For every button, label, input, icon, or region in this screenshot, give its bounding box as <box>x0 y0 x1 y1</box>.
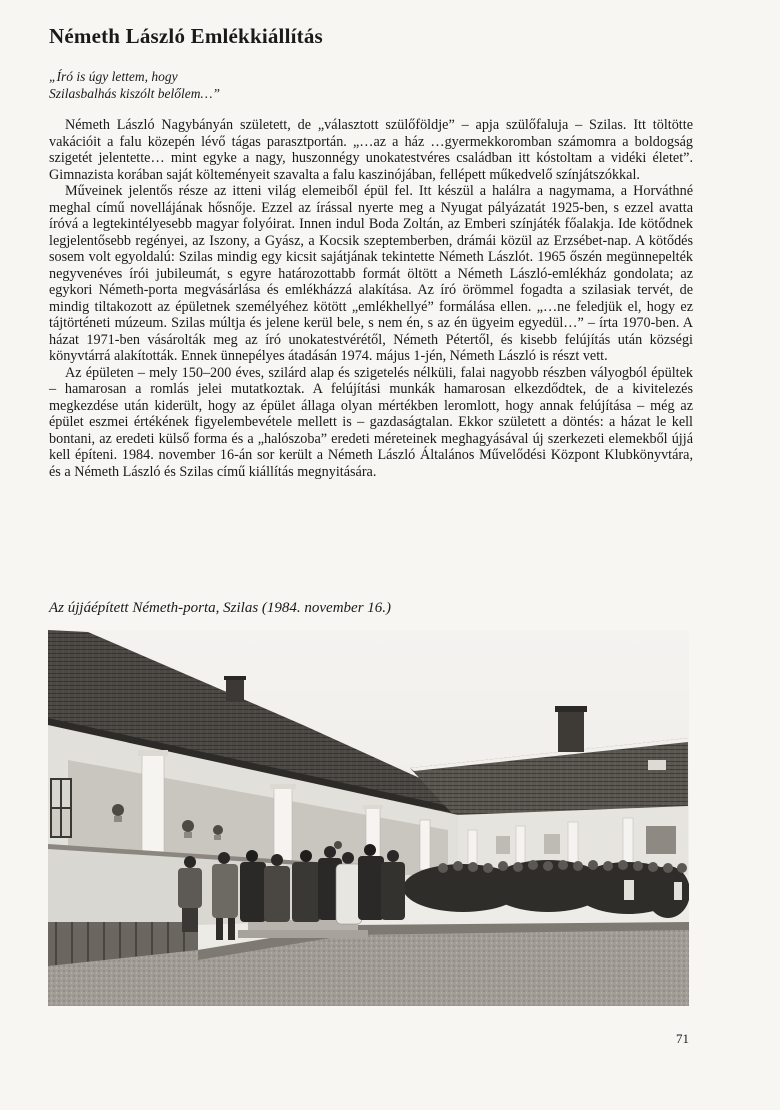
epigraph <box>49 68 220 102</box>
house-photograph <box>48 630 689 1006</box>
article-title: Németh László Emlékkiállítás <box>49 24 323 48</box>
photo-caption: Az újjáépített Németh-porta, Szilas (1984. november 16.) <box>49 600 392 616</box>
body-paragraph: Műveinek jelentős része az itteni világ elemeiből épül fel. Itt készül a halálra a nagymama, a Horváthné meghal című novellájának hősnője. Ezzel az írással nyerte meg a Nyugat pályázatát 1925-ben, s ezzel avatta íróvá a legtekintélyesebb magyar folyóirat. Innen indul Boda Zoltán, az Emberi színjáték főalakja. Ide kötődnek legjelentősebb regényei, az Iszony, a Gyász, a Kocsik szeptemberben, drámái közül az Erzsébet-nap. A kötődés sosem volt egyoldalú: Szilas mindig egy kicsit sajátjának tekintette Németh Lászlót. 1965 őszén megünnepelték negyvenéves írói jubileumát, s egyre határozottabb formát öltött a Németh László-emlékház gondolata; az egykori Németh-porta megvásárlása és emlékházzá alakítása. Az író örömmel fogadta a szilasiak tervét, de mindig tiltakozott az épületnek személyéhez kötött „emlékhellyé” formálása ellen. „…ne feledjük el, hogy ez tájtörténeti múzeum. Szilas múltja és jelene kerül bele, s nem én, s az én ügyeim egyedül…” – írta 1970-ben. A házat 1971-ben vásárolták meg az író unokatestvérétől, Németh Pétertől, és kisebb felújítás után községi könyvtárrá alakították. Ennek ünnepélyes átadásán 1974. május 1-jén, Németh László is részt vett. <box>49 183 693 364</box>
body-paragraph: Németh László Nagybányán született, de „választott szülőföldje” – apja szülőfaluja – Szilas. Itt töltötte vakációit a falu közepén lévő tágas parasztportán. „…az a ház …gyermekkoromban számomra a boldogság szigetét jelentette… mint egyke a nagy, huszonnégy unokatestvéres családban itt kóstoltam a vidéki életet”. Gimnazista korában saját költeményeit szavalta a falu kaszinójában, fellépett műkedvelő színjátszókkal. <box>49 117 693 183</box>
epigraph-line: Szilasbalhás kiszólt belőlem…” <box>49 86 221 101</box>
page-number: 71 <box>676 1031 689 1046</box>
photo-illustration <box>48 630 689 1006</box>
epigraph-line: „Író is úgy lettem, hogy <box>49 69 178 84</box>
article-body <box>49 117 693 480</box>
body-paragraph: Az épületen – mely 150–200 éves, szilárd alap és szigetelés nélküli, falai nagyobb részben vályogból épültek – hamarosan a romlás jelei mutatkoztak. A felújítási munkák hamarosan elkezdődtek, de a kivitelezés megkezdése után kiderült, hogy az épület állaga olyan mértékben leromlott, hogy annak felújítása – még az épület eszmei értékének figyelembevétele mellett is – gazdaságtalan. Ekkor született a döntés: a házat le kell bontani, az eredeti külső forma és a „halószoba” eredeti méreteinek meghagyásával új szerkezeti elemekből újjá kell építeni. 1984. november 16-án sor került a Németh László Általános Művelődési Központ Klubkönyvtára, és a Németh László és Szilas című kiállítás megnyitására. <box>49 364 693 480</box>
